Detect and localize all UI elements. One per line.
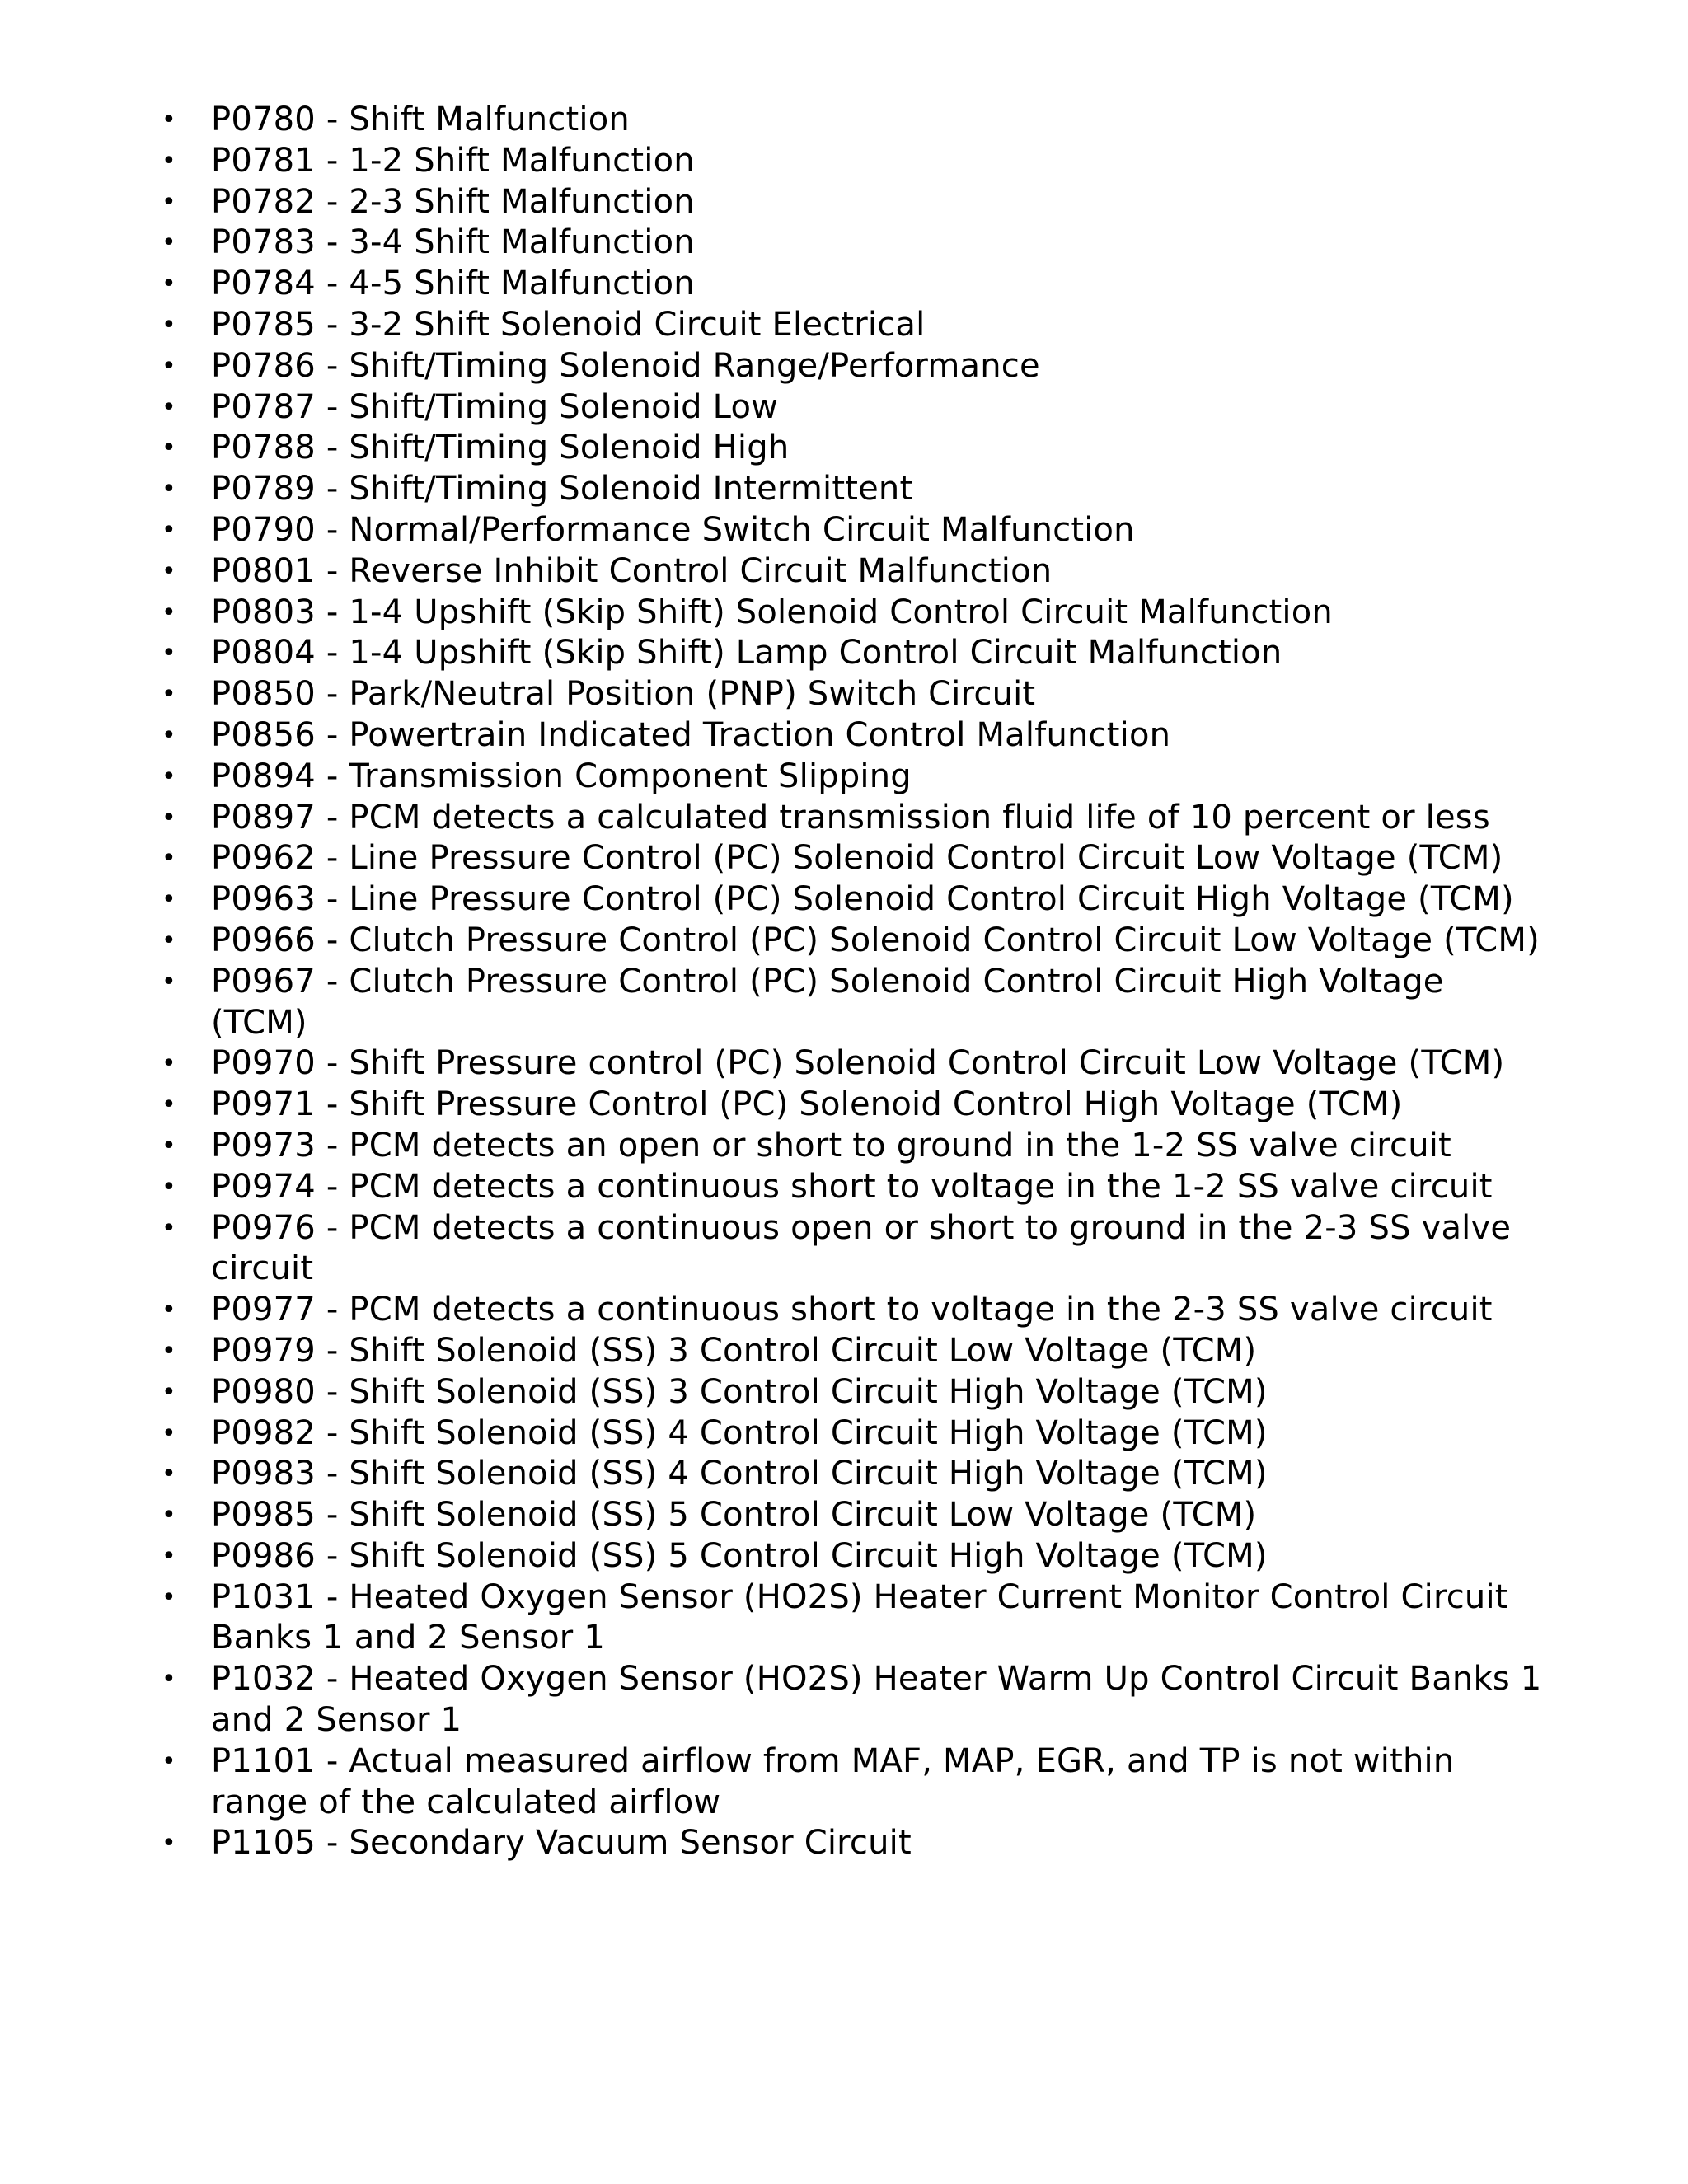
list-item: [162, 100, 1546, 141]
list-item: [162, 1454, 1546, 1495]
bullet-icon: •: [162, 392, 176, 422]
list-item: [162, 798, 1546, 839]
bullet-icon: •: [162, 762, 176, 791]
code-text: P0963 - Line Pressure Control (PC) Solenoid Control Circuit High Voltage (TCM): [211, 880, 1514, 919]
bullet-icon: •: [162, 1829, 176, 1858]
list-item: [162, 1290, 1546, 1331]
code-text: P0804 - 1-4 Upshift (Skip Shift) Lamp Control Circuit Malfunction: [211, 634, 1282, 673]
list-item: [162, 757, 1546, 798]
bullet-icon: •: [162, 1460, 176, 1489]
code-text: P0970 - Shift Pressure control (PC) Solenoid Control Circuit Low Voltage (TCM): [211, 1044, 1505, 1083]
bullet-icon: •: [162, 967, 176, 996]
list-item: [162, 593, 1546, 634]
code-text: P1101 - Actual measured airflow from MAF, MAP, EGR, and TP is not within range of the calculated airflow: [211, 1741, 1455, 1821]
bullet-icon: •: [162, 351, 176, 381]
code-text: P0977 - PCM detects a continuous short to voltage in the 2-3 SS valve circuit: [211, 1291, 1493, 1329]
bullet-icon: •: [162, 1296, 176, 1325]
list-item: [162, 510, 1546, 551]
bullet-icon: •: [162, 639, 176, 668]
bullet-icon: •: [162, 515, 176, 545]
diagnostic-code-list: [162, 100, 1546, 1864]
bullet-icon: •: [162, 310, 176, 340]
bullet-icon: •: [162, 269, 176, 299]
bullet-icon: •: [162, 680, 176, 710]
code-text: P0983 - Shift Solenoid (SS) 4 Control Circuit High Voltage (TCM): [211, 1455, 1268, 1493]
list-item: [162, 1741, 1546, 1824]
code-text: P0982 - Shift Solenoid (SS) 4 Control Circuit High Voltage (TCM): [211, 1413, 1268, 1452]
code-text: P0803 - 1-4 Upshift (Skip Shift) Solenoid Control Circuit Malfunction: [211, 593, 1333, 631]
code-text: P0976 - PCM detects a continuous open or short to ground in the 2-3 SS valve circuit: [211, 1208, 1512, 1288]
list-item: [162, 223, 1546, 264]
bullet-icon: •: [162, 720, 176, 750]
code-text: P0801 - Reverse Inhibit Control Circuit Malfunction: [211, 551, 1053, 590]
code-text: P0785 - 3-2 Shift Solenoid Circuit Electrical: [211, 305, 926, 344]
list-item: [162, 838, 1546, 879]
code-text: P0966 - Clutch Pressure Control (PC) Solenoid Control Circuit Low Voltage (TCM): [211, 921, 1540, 959]
bullet-icon: •: [162, 1049, 176, 1079]
code-text: P0986 - Shift Solenoid (SS) 5 Control Circuit High Voltage (TCM): [211, 1536, 1268, 1575]
bullet-icon: •: [162, 1582, 176, 1612]
list-item: [162, 1413, 1546, 1455]
bullet-icon: •: [162, 885, 176, 915]
code-text: P0850 - Park/Neutral Position (PNP) Switch Circuit: [211, 675, 1036, 714]
list-item: [162, 1659, 1546, 1741]
bullet-icon: •: [162, 1090, 176, 1120]
bullet-icon: •: [162, 598, 176, 627]
list-item: [162, 264, 1546, 305]
code-text: P1031 - Heated Oxygen Sensor (HO2S) Heater Current Monitor Control Circuit Banks 1 and 2 Sensor 1: [211, 1577, 1508, 1657]
bullet-icon: •: [162, 803, 176, 832]
bullet-icon: •: [162, 1336, 176, 1366]
bullet-icon: •: [162, 475, 176, 504]
code-text: P0789 - Shift/Timing Solenoid Intermittent: [211, 470, 913, 509]
list-item: [162, 551, 1546, 593]
list-item: [162, 428, 1546, 469]
code-text: P0781 - 1-2 Shift Malfunction: [211, 141, 695, 180]
bullet-icon: •: [162, 1541, 176, 1571]
list-item: [162, 633, 1546, 674]
code-text: P0979 - Shift Solenoid (SS) 3 Control Circuit Low Voltage (TCM): [211, 1331, 1257, 1370]
list-item: [162, 1372, 1546, 1413]
bullet-icon: •: [162, 1746, 176, 1776]
code-text: P0787 - Shift/Timing Solenoid Low: [211, 387, 779, 426]
list-item: [162, 921, 1546, 962]
code-text: P0790 - Normal/Performance Switch Circuit Malfunction: [211, 510, 1135, 549]
code-text: P0784 - 4-5 Shift Malfunction: [211, 265, 695, 303]
code-text: P0856 - Powertrain Indicated Traction Control Malfunction: [211, 715, 1171, 754]
code-text: P0894 - Transmission Component Slipping: [211, 757, 912, 795]
list-item: [162, 674, 1546, 715]
code-text: P0973 - PCM detects an open or short to ground in the 1-2 SS valve circuit: [211, 1126, 1451, 1165]
list-item: [162, 1167, 1546, 1208]
list-item: [162, 1208, 1546, 1291]
list-item: [162, 1577, 1546, 1660]
list-item: [162, 1126, 1546, 1167]
list-item: [162, 305, 1546, 346]
code-text: P0786 - Shift/Timing Solenoid Range/Performance: [211, 346, 1040, 385]
list-item: [162, 1823, 1546, 1864]
code-text: P0783 - 3-4 Shift Malfunction: [211, 223, 695, 262]
bullet-icon: •: [162, 146, 176, 176]
bullet-icon: •: [162, 1418, 176, 1448]
code-text: P0962 - Line Pressure Control (PC) Solenoid Control Circuit Low Voltage (TCM): [211, 839, 1503, 878]
code-text: P0782 - 2-3 Shift Malfunction: [211, 182, 695, 221]
code-text: P0780 - Shift Malfunction: [211, 101, 630, 138]
list-item: [162, 1085, 1546, 1126]
code-text: P0985 - Shift Solenoid (SS) 5 Control Circuit Low Voltage (TCM): [211, 1496, 1257, 1535]
bullet-icon: •: [162, 556, 176, 586]
bullet-icon: •: [162, 1377, 176, 1407]
list-item: [162, 879, 1546, 921]
code-text: P1032 - Heated Oxygen Sensor (HO2S) Heater Warm Up Control Circuit Banks 1 and 2 Sensor 1: [211, 1660, 1542, 1740]
list-item: [162, 715, 1546, 757]
bullet-icon: •: [162, 187, 176, 217]
code-text: P0980 - Shift Solenoid (SS) 3 Control Circuit High Voltage (TCM): [211, 1372, 1268, 1411]
bullet-icon: •: [162, 1501, 176, 1530]
bullet-icon: •: [162, 844, 176, 874]
code-text: P0971 - Shift Pressure Control (PC) Solenoid Control High Voltage (TCM): [211, 1085, 1403, 1124]
list-item: [162, 469, 1546, 510]
bullet-icon: •: [162, 926, 176, 955]
list-item: [162, 1043, 1546, 1085]
list-item: [162, 1331, 1546, 1372]
list-item: [162, 962, 1546, 1044]
bullet-icon: •: [162, 1665, 176, 1694]
bullet-icon: •: [162, 1213, 176, 1243]
bullet-icon: •: [162, 1131, 176, 1160]
list-item: [162, 141, 1546, 182]
bullet-icon: •: [162, 105, 176, 134]
bullet-icon: •: [162, 228, 176, 258]
bullet-icon: •: [162, 1172, 176, 1202]
code-text: P0974 - PCM detects a continuous short to voltage in the 1-2 SS valve circuit: [211, 1167, 1493, 1206]
list-item: [162, 1536, 1546, 1577]
list-item: [162, 1495, 1546, 1536]
list-item: [162, 387, 1546, 429]
code-text: P0967 - Clutch Pressure Control (PC) Solenoid Control Circuit High Voltage (TCM): [211, 962, 1444, 1042]
code-text: P0788 - Shift/Timing Solenoid High: [211, 429, 790, 467]
list-item: [162, 182, 1546, 223]
code-text: P0897 - PCM detects a calculated transmission fluid life of 10 percent or less: [211, 798, 1490, 837]
list-item: [162, 346, 1546, 387]
bullet-icon: •: [162, 434, 176, 463]
code-text: P1105 - Secondary Vacuum Sensor Circuit: [211, 1824, 912, 1863]
